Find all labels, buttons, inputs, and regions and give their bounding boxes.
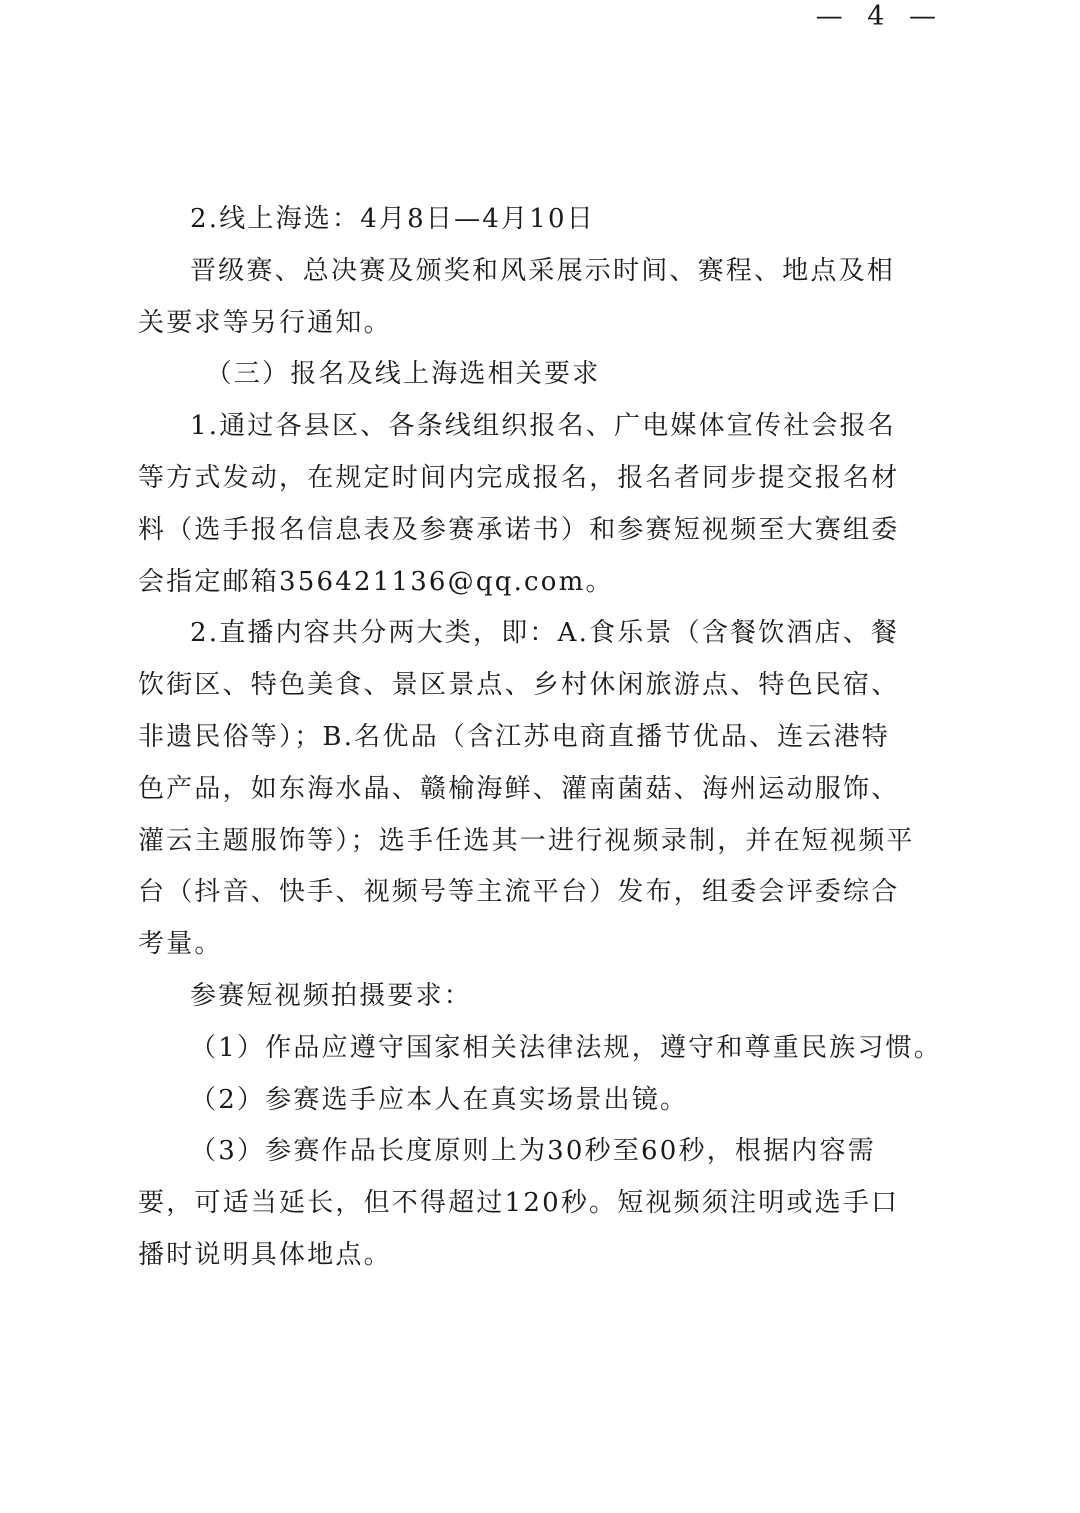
paragraph-online-audition-dates: 2.线上海选：4月8日—4月10日 (190, 204, 595, 234)
document-body (138, 194, 942, 1282)
section-heading-registration: （三）报名及线上海选相关要求 (205, 359, 601, 390)
paragraph-video-requirements-title: 参赛短视频拍摄要求： (190, 980, 473, 1011)
paragraph-requirement-1: （1）作品应遵守国家相关法律法规，遵守和尊重民族习惯。 (190, 1032, 942, 1063)
page-number: — 4 — (815, 1, 944, 32)
paragraph-later-notice: 晋级赛、总决赛及颁奖和风采展示时间、赛程、地点及相关要求等另行通知。 (138, 255, 896, 338)
paragraph-requirement-2: （2）参赛选手应本人在真实场景出镜。 (190, 1084, 689, 1115)
paragraph-registration-method: 1.通过各县区、各条线组织报名、广电媒体宣传社会报名等方式发动，在规定时间内完成报名，报名者同步提交报名材料（选手报名信息表及参赛承诺书）和参赛短视频至大赛组委会指定邮箱356421136@qq.com。 (138, 411, 900, 597)
paragraph-livestream-categories: 2.直播内容共分两大类，即：A.食乐景（含餐饮酒店、餐饮街区、特色美食、景区景点、乡村休闲旅游点、特色民宿、非遗民俗等）；B.名优品（含江苏电商直播节优品、连云港特色产品，如东海水晶、赣榆海鲜、灌南菌菇、海州运动服饰、灌云主题服饰等）；选手任选其一进行视频录制，并在短视频平台（抖音、快手、视频号等主流平台）发布，组委会评委综合考量。 (138, 618, 915, 960)
paragraph-requirement-3: （3）参赛作品长度原则上为30秒至60秒，根据内容需要，可适当延长，但不得超过120秒。短视频须注明或选手口播时说明具体地点。 (138, 1136, 900, 1270)
